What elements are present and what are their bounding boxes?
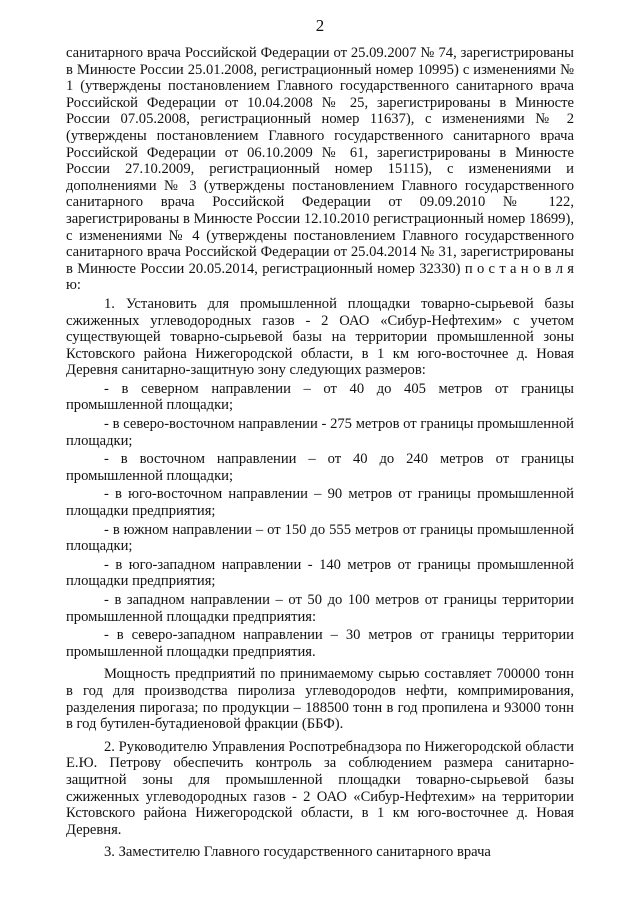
zone-south-west: - в юго-западном направлении - 140 метров от границы промышленной площадки предприятия; bbox=[66, 556, 574, 590]
zone-east: - в восточном направлении – от 40 до 240 метров от границы промышленной площадки; bbox=[66, 451, 574, 484]
item-1-paragraph: 1. Установить для промышленной площадки товарно-сырьевой базы сжиженных углеводородных газов - 2 ОАО «Сибур-Нефтехим» с учетом существующей товарно-сырьевой базы на территории промышленной зоны Кстовского района Нижегородской области, в 1 км юго-восточнее д. Новая Деревня санитарно-защитную зону следующих размеров: bbox=[66, 295, 574, 379]
zone-north: - в северном направлении – от 40 до 405 метров от границы промышленной площадки; bbox=[66, 380, 574, 414]
zone-south: - в южном направлении – от 150 до 555 метров от границы промышленной площадки; bbox=[66, 521, 574, 555]
page-number: 2 bbox=[315, 16, 325, 35]
document-body bbox=[66, 45, 574, 861]
item-3-paragraph: 3. Заместителю Главного государственного санитарного врача bbox=[104, 844, 491, 861]
zone-north-east: - в северо-восточном направлении - 275 метров от границы промышленной площадки; bbox=[66, 416, 574, 449]
item-2-paragraph: 2. Руководителю Управления Роспотребнадзора по Нижегородской области Е.Ю. Петрову обеспечить контроль за соблюдением размера санитарно-защитной зоны для промышленной площадки товарно-сырьевой базы сжиженных углеводородных газов - 2 ОАО «Сибур-Нефтехим» на территории Кстовского района Нижегородской области, в 1 км юго-восточнее д. Новая Деревня. bbox=[66, 738, 574, 838]
capacity-paragraph: Мощность предприятий по принимаемому сырью составляет 700000 тонн в год для производства пиролиза углеводородов нефти, компримирования, разделения пирогаза; по продукции – 188500 тонн в год пропилена и 93000 тонн в год бутилен-бутадиеновой фракции (ББФ). bbox=[66, 666, 574, 733]
zone-south-east: - в юго-восточном направлении – 90 метров от границы промышленной площадки предприятия; bbox=[66, 486, 574, 520]
intro-paragraph: санитарного врача Российской Федерации от 25.09.2007 № 74, зарегистрированы в Минюсте России 25.01.2008, регистрационный номер 10995) с изменениями № 1 (утверждены постановлением Главного государственного санитарного врача Российской Федерации от 10.04.2008 № 25, зарегистрированы в Минюсте России 07.05.2008, регистрационный номер 11637), с изменениями № 2 (утверждены постановлением Главного государственного санитарного врача Российской Федерации от 06.10.2009 № 61, зарегистрированы в Минюсте России 27.10.2009, регистрационный номер 15115), с изменениями и дополнениями № 3 (утверждены постановлением Главного государственного санитарного врача Российской Федерации от 09.09.2010 № 122, зарегистрированы в Минюсте России 12.10.2010 регистрационный номер 18699), с изменениями № 4 (утверждены постановлением Главного государственного санитарного врача Российской Федерации от 25.04.2014 № 31, зарегистрированы в Минюсте России 20.05.2014, регистрационный номер 32330) п о с т а н о в л я ю: bbox=[66, 45, 574, 294]
zone-west: - в западном направлении – от 50 до 100 метров от границы территории промышленной площадки предприятия: bbox=[66, 592, 574, 625]
zone-north-west: - в северо-западном направлении – 30 метров от границы территории промышленной площадки предприятия. bbox=[66, 627, 574, 660]
